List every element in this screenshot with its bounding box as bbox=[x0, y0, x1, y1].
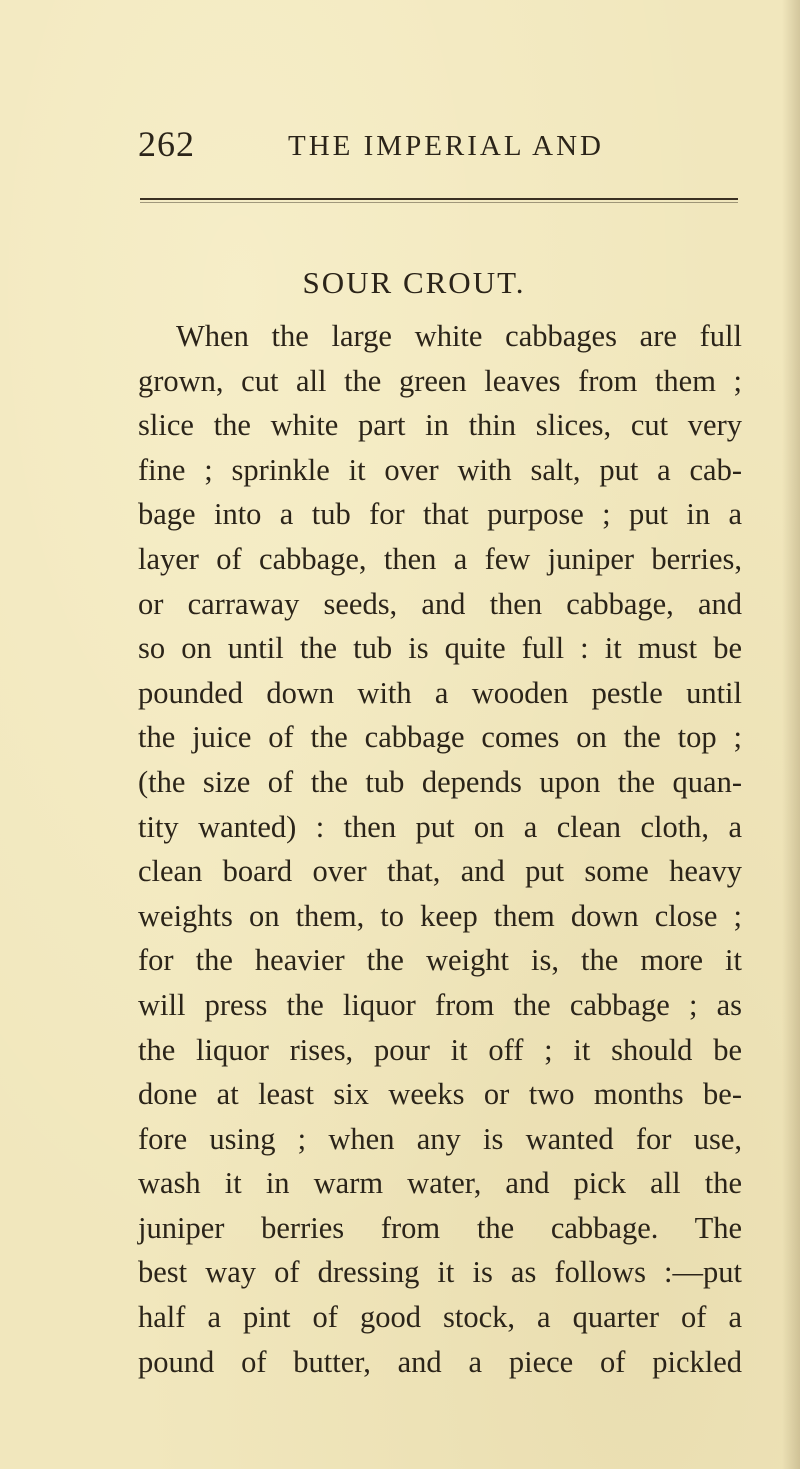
body-line: When the large white cabbages are full bbox=[176, 319, 742, 353]
recipe-title: SOUR CROUT. bbox=[302, 265, 526, 300]
body-line: fine ; sprinkle it over with salt, put a cab- bbox=[138, 452, 742, 487]
running-title: THE IMPERIAL AND bbox=[288, 130, 604, 162]
header-rule bbox=[140, 198, 738, 200]
body-line: layer of cabbage, then a few juniper berries, bbox=[138, 541, 742, 576]
body-line: slice the white part in thin slices, cut very bbox=[138, 408, 742, 443]
body-line: half a pint of good stock, a quarter of a bbox=[138, 1300, 742, 1335]
page-edge-shadow bbox=[782, 0, 800, 1469]
page-number: 262 bbox=[138, 124, 195, 164]
body-line: for the heavier the weight is, the more it bbox=[138, 943, 742, 978]
body-line: tity wanted) : then put on a clean cloth, a bbox=[138, 809, 742, 844]
running-head bbox=[0, 124, 800, 164]
body-line: pound of butter, and a piece of pickled bbox=[138, 1344, 742, 1379]
body-line: clean board over that, and put some heavy bbox=[138, 854, 742, 889]
body-line: so on until the tub is quite full : it must be bbox=[138, 631, 742, 666]
body-line: pounded down with a wooden pestle until bbox=[138, 675, 742, 710]
body-line: will press the liquor from the cabbage ; as bbox=[138, 987, 742, 1022]
body-line: or carraway seeds, and then cabbage, and bbox=[138, 586, 742, 621]
body-line: weights on them, to keep them down close ; bbox=[138, 898, 742, 933]
body-line: bage into a tub for that purpose ; put in a bbox=[138, 497, 742, 532]
recipe-body bbox=[138, 314, 742, 1384]
body-line: the juice of the cabbage comes on the top ; bbox=[138, 720, 742, 755]
body-line: fore using ; when any is wanted for use, bbox=[138, 1121, 742, 1156]
body-line: done at least six weeks or two months be- bbox=[138, 1077, 742, 1112]
header-rule-secondary bbox=[140, 202, 738, 203]
body-line: wash it in warm water, and pick all the bbox=[138, 1166, 742, 1201]
body-line: grown, cut all the green leaves from them ; bbox=[138, 363, 742, 398]
body-line: the liquor rises, pour it off ; it should be bbox=[138, 1032, 742, 1067]
body-line: (the size of the tub depends upon the quan- bbox=[138, 764, 742, 799]
body-line: juniper berries from the cabbage. The bbox=[138, 1210, 742, 1245]
body-line: best way of dressing it is as follows :—put bbox=[138, 1255, 742, 1290]
